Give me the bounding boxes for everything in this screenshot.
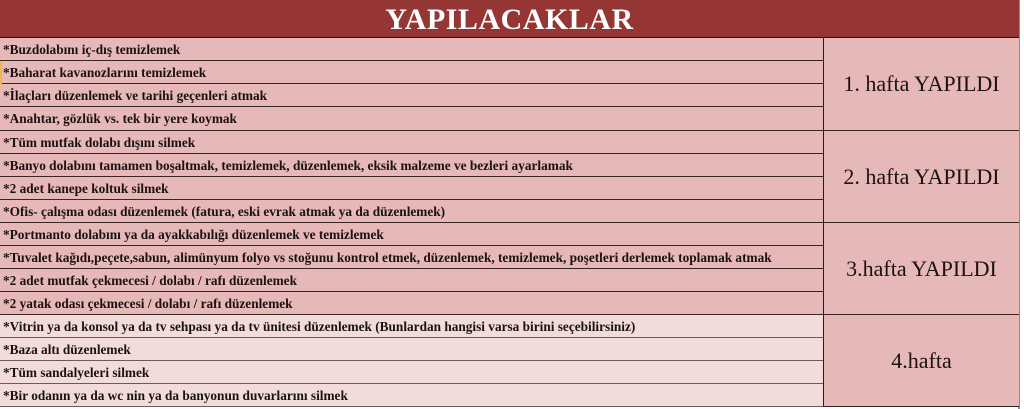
task-cell[interactable]: *Buzdolabını iç-dış temizlemek	[0, 38, 823, 61]
task-cell[interactable]: *Vitrin ya da konsol ya da tv sehpası ya da tv ünitesi düzenlemek (Bunlardan hangisi varsa birini seçebilirsiniz)	[0, 315, 823, 338]
page-title[interactable]: YAPILACAKLAR	[0, 0, 1019, 38]
week-2-tasks	[0, 131, 823, 223]
week-2-block	[0, 131, 1019, 223]
task-cell[interactable]: *2 adet kanepe koltuk silmek	[0, 177, 823, 200]
task-cell[interactable]: *2 adet mutfak çekmecesi / dolabı / rafı düzenlemek	[0, 269, 823, 292]
week-3-status-cell[interactable]: 3.hafta YAPILDI	[823, 223, 1019, 315]
task-cell[interactable]: *2 yatak odası çekmecesi / dolabı / rafı düzenlemek	[0, 292, 823, 315]
task-cell[interactable]: *Tüm sandalyeleri silmek	[0, 361, 823, 384]
week-2-status-cell[interactable]: 2. hafta YAPILDI	[823, 131, 1019, 223]
task-cell[interactable]: *Baza altı düzenlemek	[0, 338, 823, 361]
task-cell[interactable]: *Tüm mutfak dolabı dışını silmek	[0, 131, 823, 154]
week-1-tasks	[0, 38, 823, 131]
task-cell[interactable]: *Baharat kavanozlarını temizlemek	[0, 61, 823, 84]
week-4-tasks	[0, 315, 823, 407]
active-cell-marker	[0, 62, 2, 85]
week-4-block	[0, 315, 1019, 407]
task-cell[interactable]: *Banyo dolabını tamamen boşaltmak, temizlemek, düzenlemek, eksik malzeme ve bezleri ayarlamak	[0, 154, 823, 177]
task-cell[interactable]: *Bir odanın ya da wc nin ya da banyonun duvarlarını silmek	[0, 384, 823, 407]
task-cell[interactable]: *İlaçları düzenlemek ve tarihi geçenleri atmak	[0, 84, 823, 107]
task-cell[interactable]: *Tuvalet kağıdı,peçete,sabun, alimünyum folyo vs stoğunu kontrol etmek, düzenlemek, temizlemek, poşetleri derlemek toplamak atmak	[0, 246, 823, 269]
week-3-tasks	[0, 223, 823, 315]
week-4-status-cell[interactable]: 4.hafta	[823, 315, 1019, 407]
task-cell[interactable]: *Anahtar, gözlük vs. tek bir yere koymak	[0, 107, 823, 131]
week-3-block	[0, 223, 1019, 315]
task-cell[interactable]: *Portmanto dolabını ya da ayakkabılığı düzenlemek ve temizlemek	[0, 223, 823, 246]
week-1-status-cell[interactable]: 1. hafta YAPILDI	[823, 38, 1019, 131]
week-1-block	[0, 38, 1019, 131]
task-cell[interactable]: *Ofis- çalışma odası düzenlemek (fatura, eski evrak atmak ya da düzenlemek)	[0, 200, 823, 223]
